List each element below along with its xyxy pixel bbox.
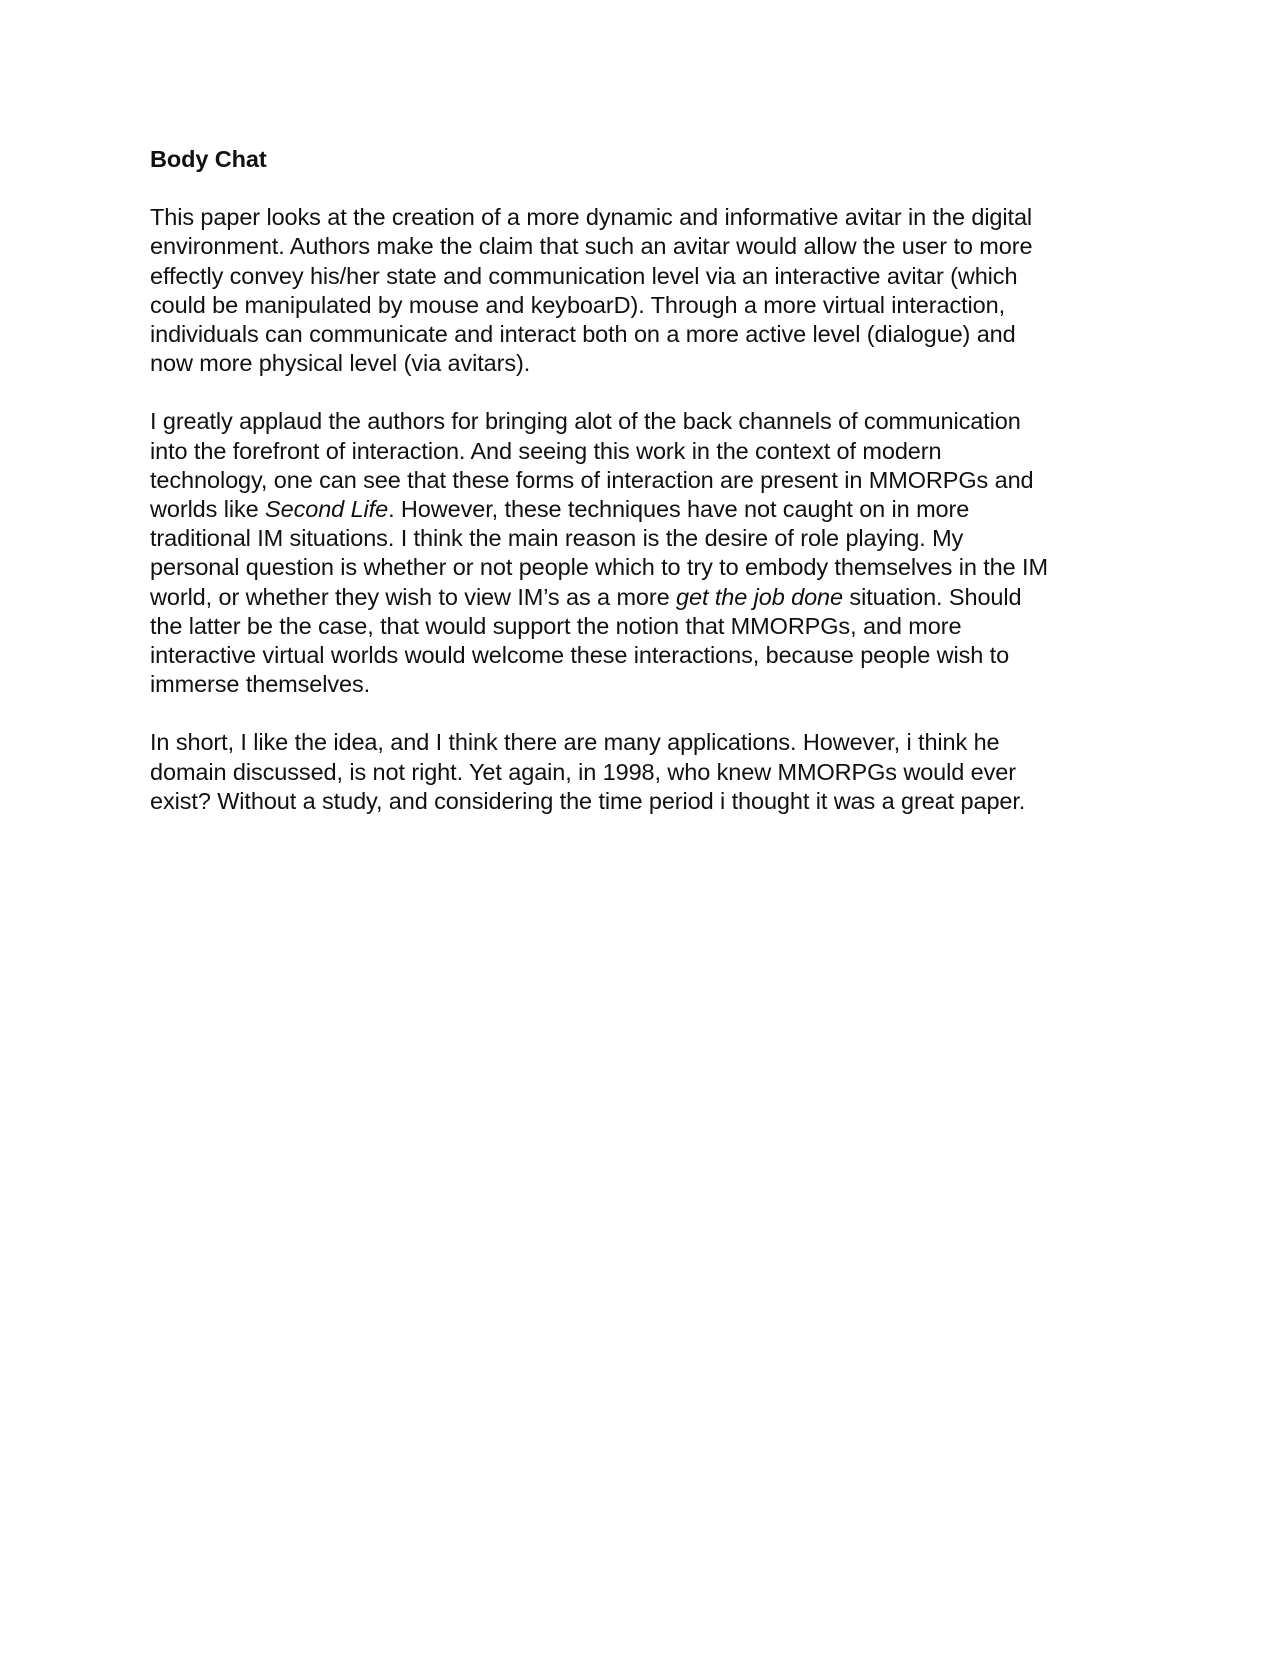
text-run: situation. Should	[843, 583, 1022, 610]
text-run: I greatly applaud the authors for bringing alot of the back channels of communication	[150, 408, 1021, 435]
text-run: environment. Authors make the claim that such an avitar would allow the user to more	[150, 233, 1033, 260]
text-line	[150, 787, 1130, 816]
text-line	[150, 641, 1130, 670]
italic-text-run: Second Life	[265, 496, 389, 523]
text-run: This paper looks at the creation of a more dynamic and informative avitar in the digital	[150, 204, 1033, 231]
document-body	[150, 203, 1130, 816]
text-line	[150, 291, 1130, 320]
document-title: Body Chat	[150, 146, 267, 172]
text-run: exist? Without a study, and considering the time period i thought it was a great paper.	[150, 787, 1026, 814]
text-line	[150, 320, 1130, 349]
text-line	[150, 495, 1130, 524]
text-run: individuals can communicate and interact both on a more active level (dialogue) and	[150, 321, 1016, 348]
text-run: . However, these techniques have not caught on in more	[388, 496, 970, 523]
text-line	[150, 349, 1130, 378]
paragraph	[150, 407, 1130, 699]
text-line	[150, 466, 1130, 495]
text-line	[150, 583, 1130, 612]
text-run: now more physical level (via avitars).	[150, 350, 531, 377]
text-run: world, or whether they wish to view IM’s as a more	[150, 583, 677, 610]
text-run: personal question is whether or not people which to try to embody themselves in the IM	[150, 554, 1048, 581]
text-line	[150, 262, 1130, 291]
text-line	[150, 203, 1130, 232]
text-run: immerse themselves.	[150, 671, 371, 698]
text-line	[150, 524, 1130, 553]
italic-text-run: get the job done	[676, 583, 843, 610]
text-line	[150, 553, 1130, 582]
text-line	[150, 670, 1130, 699]
paragraph	[150, 203, 1130, 378]
text-run: could be manipulated by mouse and keyboarD). Through a more virtual interaction,	[150, 291, 1006, 318]
document-page	[150, 145, 1130, 845]
text-run: technology, one can see that these forms of interaction are present in MMORPGs and	[150, 466, 1034, 493]
text-line	[150, 232, 1130, 261]
text-run: traditional IM situations. I think the main reason is the desire of role playing. My	[150, 525, 964, 552]
text-run: into the forefront of interaction. And seeing this work in the context of modern	[150, 437, 942, 464]
paragraph	[150, 728, 1130, 816]
text-run: In short, I like the idea, and I think there are many applications. However, i think he	[150, 729, 1000, 756]
text-line	[150, 758, 1130, 787]
text-line	[150, 437, 1130, 466]
text-run: domain discussed, is not right. Yet again, in 1998, who knew MMORPGs would ever	[150, 758, 1016, 785]
text-line	[150, 612, 1130, 641]
text-line	[150, 407, 1130, 436]
text-run: effectly convey his/her state and communication level via an interactive avitar (which	[150, 262, 1018, 289]
text-run: interactive virtual worlds would welcome these interactions, because people wish to	[150, 642, 1010, 669]
text-run: the latter be the case, that would support the notion that MMORPGs, and more	[150, 612, 962, 639]
text-line	[150, 728, 1130, 757]
text-run: worlds like	[150, 496, 266, 523]
